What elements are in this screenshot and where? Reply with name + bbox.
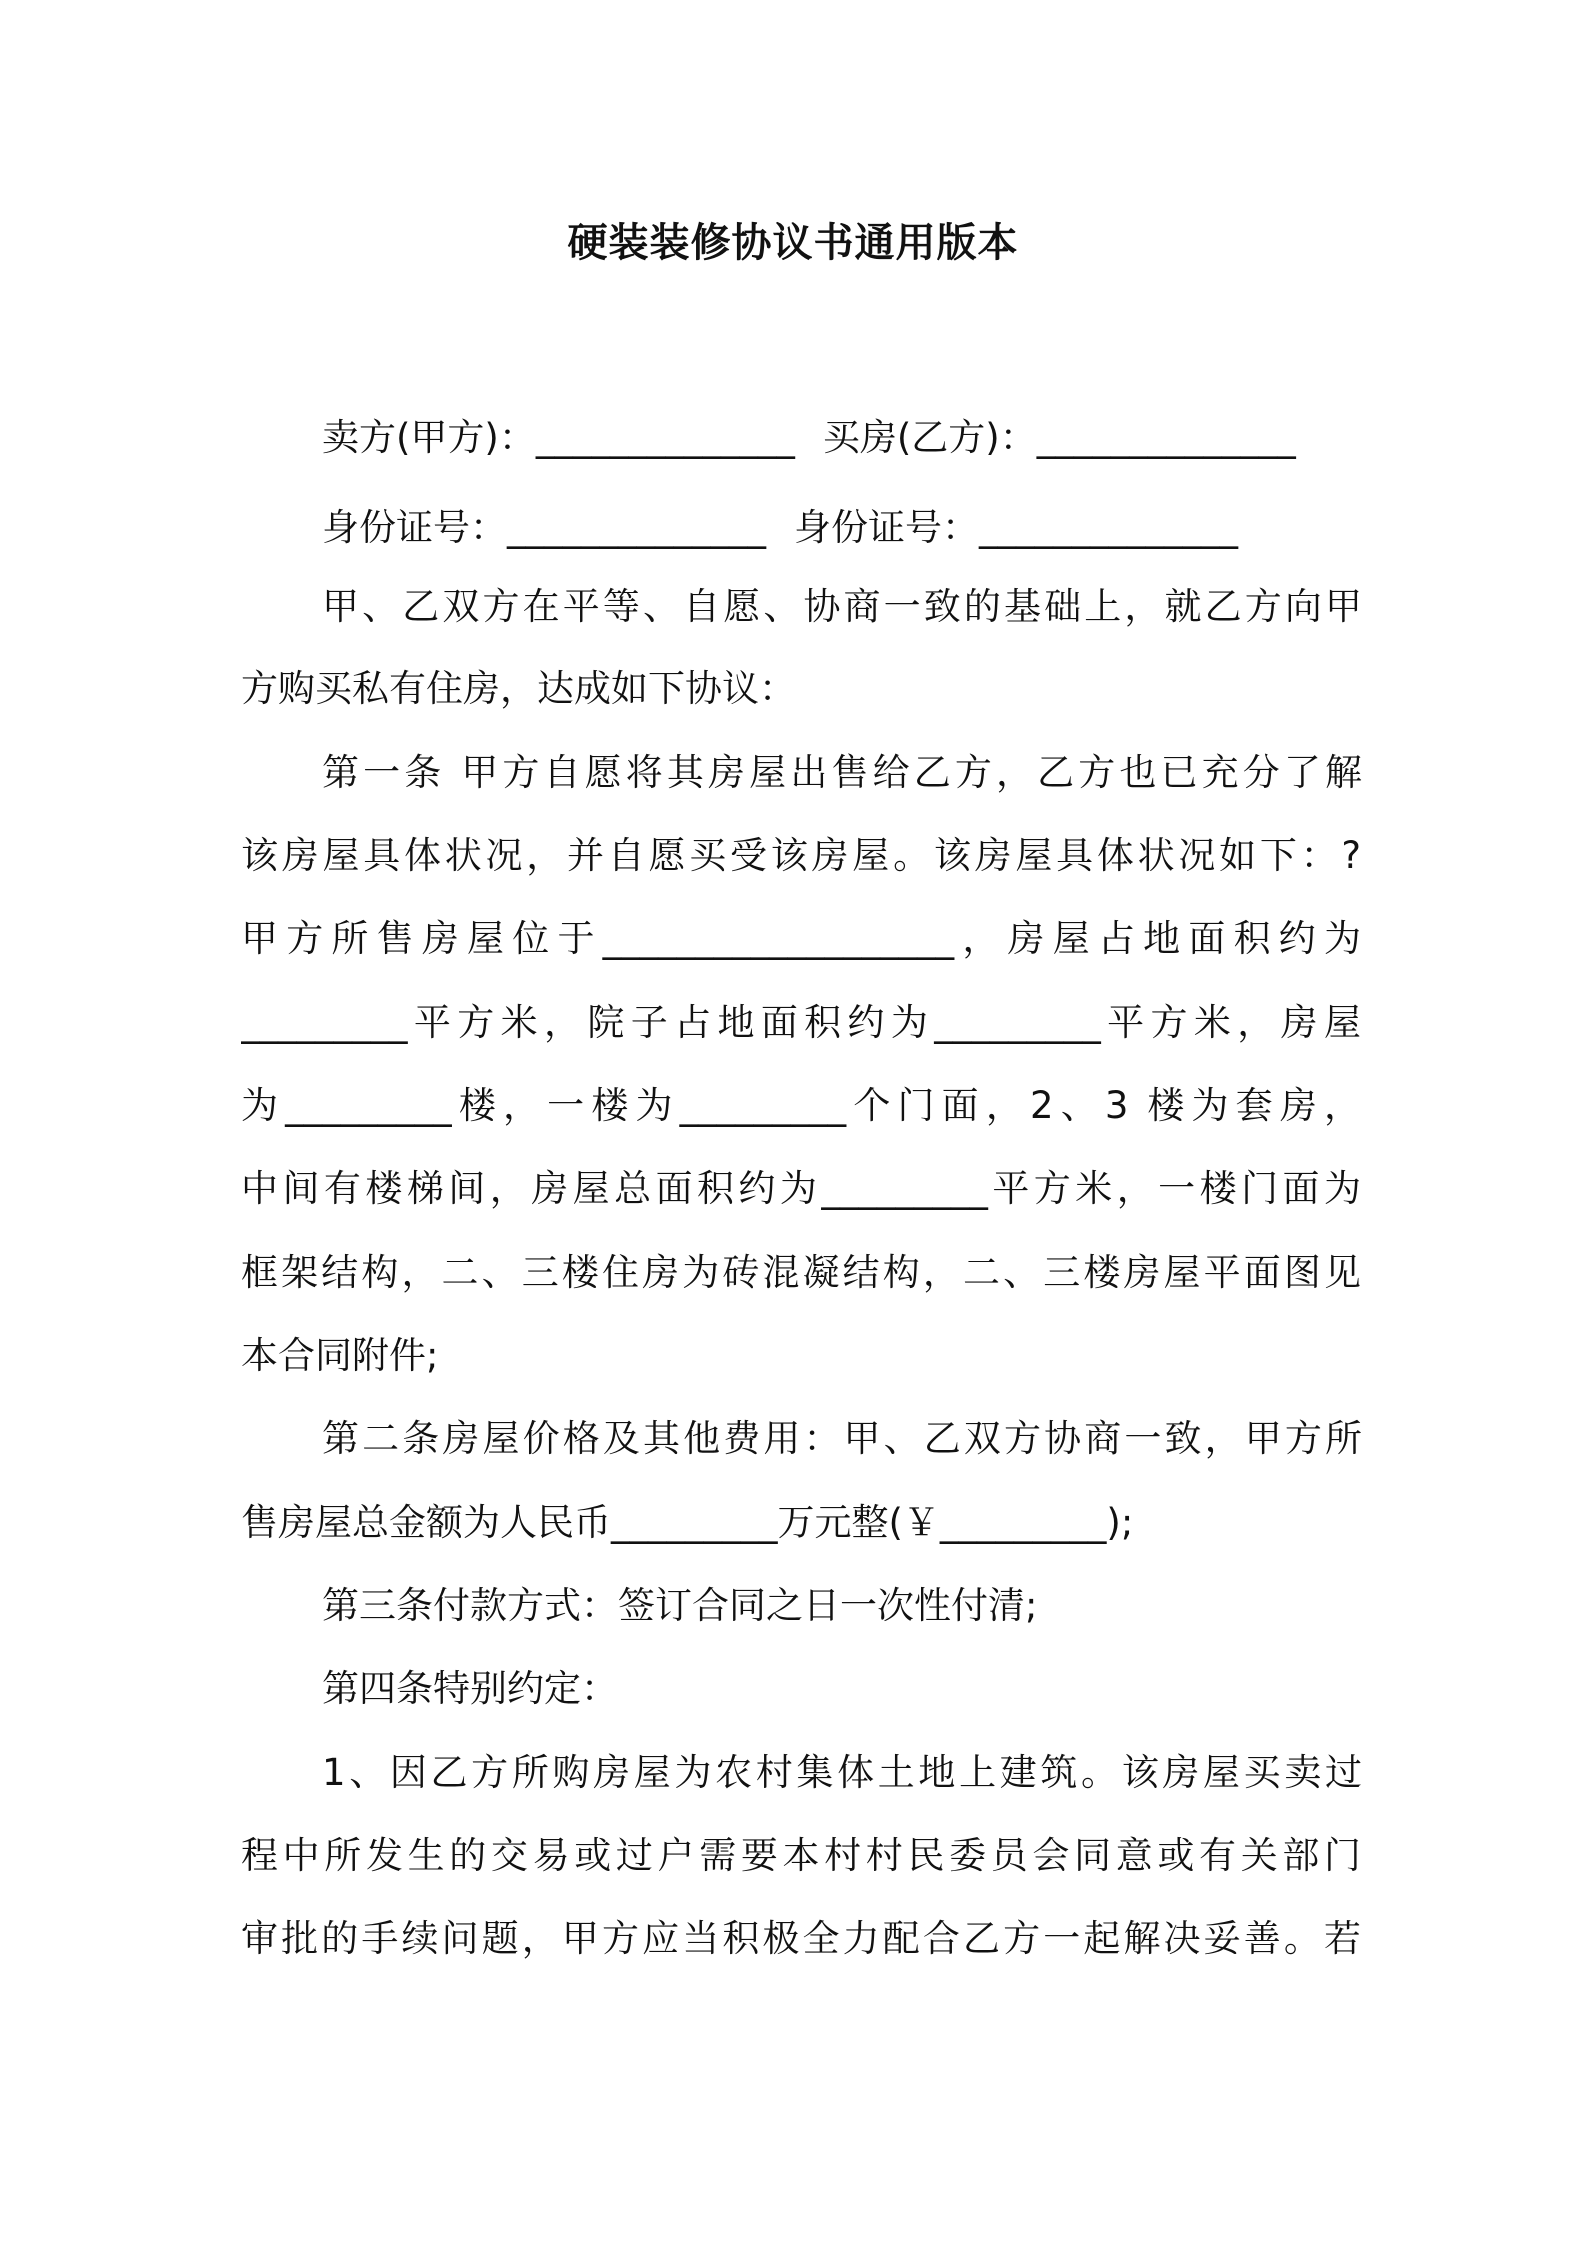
- seller-id-label: 身份证号：: [322, 506, 507, 549]
- body-line: 第三条付款方式：签订合同之日一次性付清;: [322, 1584, 1038, 1627]
- buyer-label: 买房(乙方)：: [822, 416, 1037, 459]
- body-line: 第四条特别约定：: [322, 1667, 618, 1710]
- buyer-id-label: 身份证号：: [794, 506, 979, 549]
- body-line: 审批的手续问题，甲方应当积极全力配合乙方一起解决妥善。若: [241, 1917, 1361, 1960]
- body-line: 中间有楼梯间，房屋总面积约为_________平方米，一楼门面为: [241, 1167, 1361, 1210]
- body-line: 框架结构，二、三楼住房为砖混凝结构，二、三楼房屋平面图见: [241, 1251, 1361, 1294]
- body-line: 甲、乙双方在平等、自愿、协商一致的基础上，就乙方向甲: [322, 585, 1362, 628]
- body-line: 本合同附件;: [241, 1334, 439, 1377]
- body-line: 1、因乙方所购房屋为农村集体土地上建筑。该房屋买卖过: [322, 1751, 1362, 1794]
- body-line: 第一条 甲方自愿将其房屋出售给乙方，乙方也已充分了解: [322, 751, 1362, 794]
- seller-id-blank: ______________: [507, 506, 766, 549]
- spacer: [795, 410, 823, 466]
- seller-blank: ______________: [535, 416, 795, 459]
- party-row: [322, 410, 1362, 466]
- body-line: _________平方米，院子占地面积约为_________平方米，房屋: [241, 1001, 1361, 1044]
- spacer: [766, 500, 794, 556]
- document-title: 硬装装修协议书通用版本: [567, 220, 1019, 266]
- buyer-blank: ______________: [1036, 416, 1296, 459]
- body-line: 方购买私有住房，达成如下协议：: [241, 667, 796, 710]
- body-line: 售房屋总金额为人民币_________万元整(￥_________);: [241, 1501, 1134, 1544]
- buyer-id-blank: ______________: [979, 506, 1238, 549]
- body-line: 第二条房屋价格及其他费用：甲、乙双方协商一致，甲方所: [322, 1417, 1362, 1460]
- seller-label: 卖方(甲方)：: [322, 416, 536, 459]
- body-line: 甲方所售房屋位于___________________，房屋占地面积约为: [241, 917, 1361, 960]
- body-line: 为_________楼，一楼为_________个门面，2、3 楼为套房，: [241, 1084, 1361, 1127]
- id-row: [322, 500, 1362, 556]
- body-line: 该房屋具体状况，并自愿买受该房屋。该房屋具体状况如下：?: [241, 834, 1361, 877]
- body-line: 程中所发生的交易或过户需要本村村民委员会同意或有关部门: [241, 1834, 1361, 1877]
